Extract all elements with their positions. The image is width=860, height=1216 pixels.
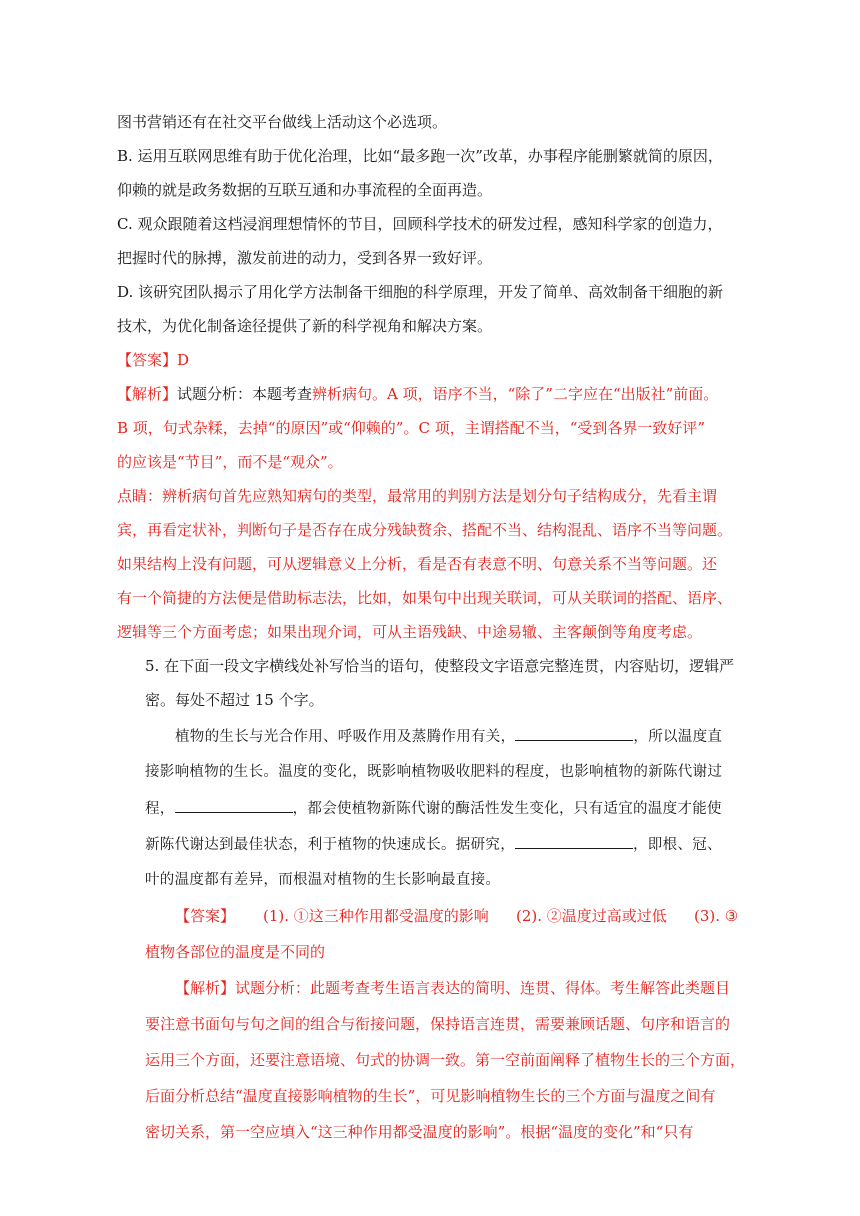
analysis-5-text: 考生语言表达的简明、连贯、得体。考生解答此类题目 xyxy=(370,979,731,997)
answer-5-item-3: (3). ③ xyxy=(694,907,739,925)
blank-3 xyxy=(515,834,633,849)
passage-text: 新陈代谢达到最佳状态，利于植物的快速成长。据研究， xyxy=(145,837,515,853)
blank-2 xyxy=(175,798,293,813)
analysis-text: 辨析病句。A 项，语序不当，“除了”二字应在“出版社”前面。 xyxy=(312,385,719,403)
answer-value: D xyxy=(177,351,190,369)
passage-line-3 xyxy=(145,798,722,819)
analysis-5-line-1 xyxy=(175,978,730,998)
option-b-line-2: 仰赖的就是政务数据的互联互通和办事流程的全面再造。 xyxy=(117,181,493,199)
tip-line-5: 逻辑等三个方面考虑；如果出现介词，可从主语残缺、中途易辙、主客颠倒等角度考虑。 xyxy=(117,623,703,641)
passage-text: 程， xyxy=(145,801,175,817)
answer-5-item-2: (2). ②温度过高或过低 xyxy=(516,907,667,925)
passage-line-5: 叶的温度都有差异，而根温对植物的生长影响最直接。 xyxy=(145,872,501,888)
tip-line-4: 有一个简捷的方法便是借助标志法，比如，如果句中出现关联词，可从关联词的搭配、语序、 xyxy=(117,589,733,607)
passage-text: ，即根、冠、 xyxy=(633,837,722,853)
tip-line-2: 宾，再看定状补，判断句子是否存在成分残缺赘余、搭配不当、结构混乱、语序不当等问题。 xyxy=(117,521,733,539)
analysis-5-line-5: 密切关系，第一空应填入“这三种作用都受温度的影响”。根据“温度的变化”和“只有 xyxy=(145,1123,694,1141)
analysis-5-line-4: 后面分析总结“温度直接影响植物的生长”，可见影响植物生长的三个方面与温度之间有 xyxy=(145,1087,716,1105)
blank-1 xyxy=(515,726,633,741)
option-b-line-1: B. 运用互联网思维有助于优化治理，比如“最多跑一次”改革，办事程序能删繁就简的原因， xyxy=(117,147,723,165)
answer-line xyxy=(117,350,189,370)
tip-line-3: 如果结构上没有问题，可从逻辑意义上分析，看是否有表意不明、句意关系不当等问题。还 xyxy=(117,555,718,573)
passage-line-4 xyxy=(145,834,722,855)
analysis-5-line-2: 要注意书面句与句之间的组合与衔接问题，保持语言连贯，需要兼顾话题、句序和语言的 xyxy=(145,1015,731,1033)
passage-line-2: 接影响植物的生长。温度的变化，既影响植物吸收肥料的程度，也影响植物的新陈代谢过 xyxy=(145,764,723,780)
question-5-line-1: 5. 在下面一段文字横线处补写恰当的语句，使整段文字语意完整连贯，内容贴切，逻辑严 xyxy=(145,657,735,675)
answer-5-line-2: 植物各部位的温度是不同的 xyxy=(145,943,326,961)
option-d-line-2: 技术，为优化制备途径提供了新的科学视角和解决方案。 xyxy=(117,317,493,335)
analysis-line-2: B 项，句式杂糅，去掉“的原因”或“仰赖的”。C 项，主谓搭配不当，“受到各界一致好评” xyxy=(117,419,706,437)
analysis-5-intro: 试题分析：此题考查 xyxy=(235,979,371,997)
question-5-line-2: 密。每处不超过 15 个字。 xyxy=(145,691,324,709)
option-c-line-2: 把握时代的脉搏，激发前进的动力，受到各界一致好评。 xyxy=(117,249,493,267)
analysis-line-1 xyxy=(117,384,718,404)
analysis-line-3: 的应该是“节目”，而不是“观众”。 xyxy=(117,453,343,471)
analysis-5-tag: 【解析】 xyxy=(175,979,236,997)
option-d-line-1: D. 该研究团队揭示了用化学方法制备干细胞的科学原理，开发了简单、高效制备干细胞的新 xyxy=(117,283,724,301)
passage-text: 植物的生长与光合作用、呼吸作用及蒸腾作用有关， xyxy=(175,729,516,745)
tip-line-1: 点睛：辨析病句首先应熟知病句的类型，最常用的判别方法是划分句子结构成分，先看主谓 xyxy=(117,487,718,505)
option-c-line-1: C. 观众跟随着这档浸润理想情怀的节目，回顾科学技术的研发过程，感知科学家的创造力， xyxy=(117,215,723,233)
passage-line-1 xyxy=(175,726,722,747)
answer-5-item-1: (1). ①这三种作用都受温度的影响 xyxy=(263,907,489,925)
analysis-tag: 【解析】 xyxy=(117,385,178,403)
passage-text: ，都会使植物新陈代谢的酶活性发生变化，只有适宜的温度才能使 xyxy=(292,801,722,817)
passage-text: ，所以温度直 xyxy=(633,729,723,745)
answer-5-tag: 【答案】 xyxy=(175,907,236,925)
text-line: 图书营销还有在社交平台做线上活动这个必选项。 xyxy=(117,113,448,131)
answer-tag: 【答案】 xyxy=(117,351,178,369)
analysis-intro: 试题分析：本题考查 xyxy=(177,385,313,403)
analysis-5-line-3: 运用三个方面，还要注意语境、句式的协调一致。第一空前面阐释了植物生长的三个方面， xyxy=(145,1051,746,1069)
